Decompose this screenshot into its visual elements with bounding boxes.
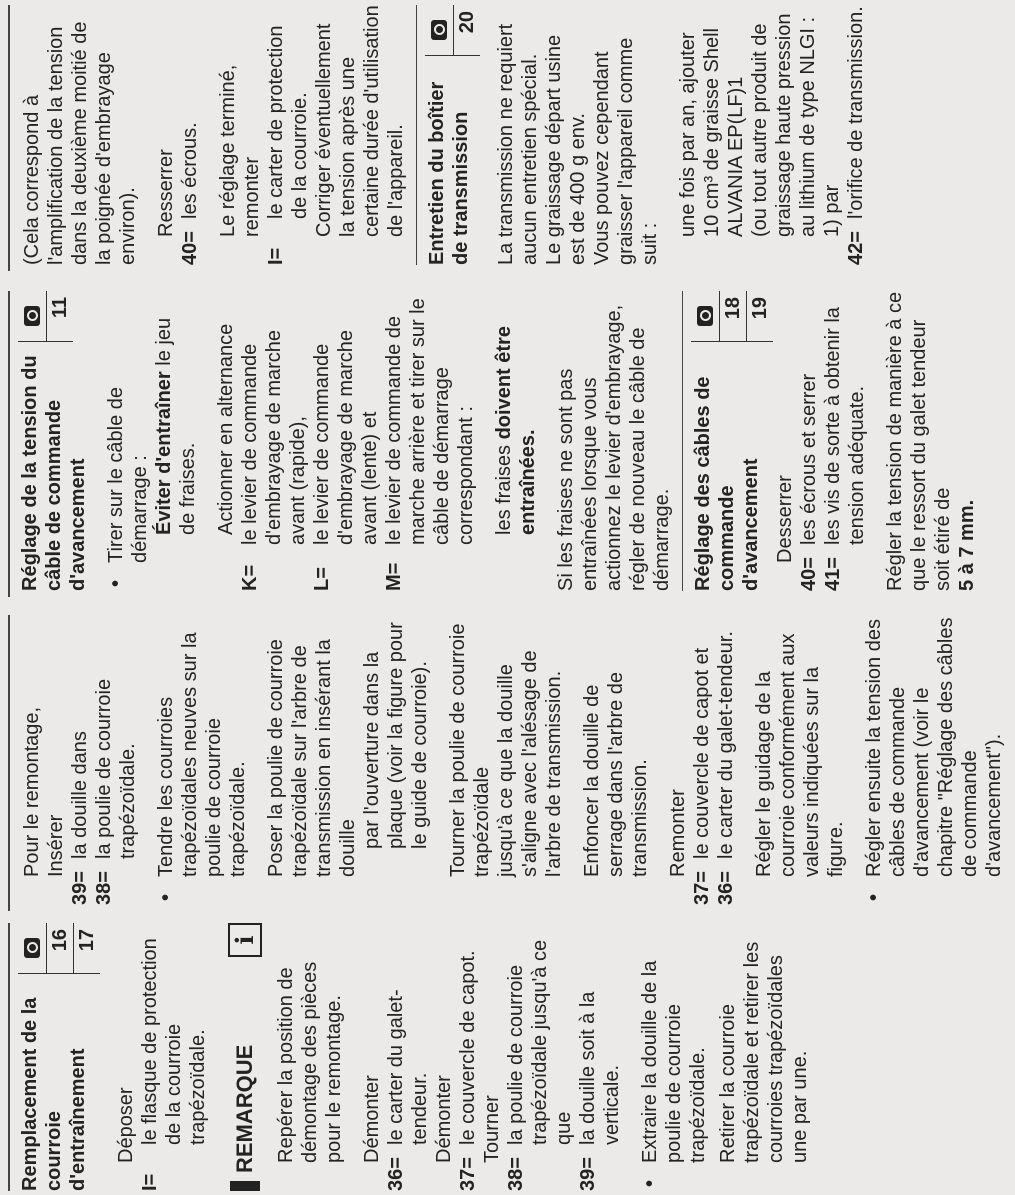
- part-key: 40=: [798, 557, 820, 591]
- camera-icon: [18, 291, 46, 341]
- instruction: Régler le guidage de la courroie conformément aux valeurs indiquées sur la figure.: [753, 633, 847, 877]
- paragraph: Vous pouvez cependant graisser l'appareil comme suit :: [591, 37, 661, 265]
- instruction: Démonter: [433, 1075, 455, 1163]
- instruction: Insérer: [45, 814, 67, 877]
- part-item: [821, 291, 869, 591]
- instruction: Desserrer: [774, 475, 796, 563]
- instruction: Enfoncer la douille de serrage dans l'arbre de transmission.: [581, 671, 651, 877]
- camera-icon: [691, 291, 719, 341]
- part-text: les vis de sorte à obtenir la tension adéquate.: [822, 307, 868, 545]
- part-text: les écrous et serrer: [798, 373, 820, 545]
- warning-text: [152, 291, 200, 591]
- part-item: [456, 923, 480, 1191]
- figure-ref-box: [425, 5, 480, 56]
- top-rule: [8, 923, 10, 1191]
- part-text: le carter du galet-tendeur.: [715, 631, 737, 859]
- section-header-cables: [691, 291, 773, 591]
- bullet-text: Tendre les courroies trapézoïdales neuves sur la poulie de courroie trapézoïdale.: [155, 632, 249, 877]
- instruction: Tourner: [481, 1095, 503, 1163]
- part-text: l'orifice de transmission.: [845, 6, 867, 219]
- part-item: [797, 291, 821, 591]
- part-item: [92, 615, 140, 905]
- paragraph: Le graissage départ usine est de 400 g env.: [543, 34, 589, 265]
- instruction: (ou tout autre produit de graissage haute pression au lithium de type NLGI : 1) par: [749, 13, 843, 237]
- camera-icon: [425, 5, 453, 55]
- bullet-item: [154, 615, 250, 905]
- instruction: Si les fraises ne sont pas entraînées lorsque vous actionnez le levier d'embrayage, régler de nouveau le câble de démarrage.: [555, 304, 673, 591]
- part-item: [264, 5, 312, 265]
- part-key: 38=: [93, 871, 115, 905]
- paragraph: La transmission ne requiert aucun entretien spécial.: [495, 23, 541, 265]
- figure-ref: 19: [746, 291, 773, 341]
- part-key: 39=: [577, 1157, 599, 1191]
- measurement-value: 5 à 7 mm.: [956, 499, 978, 591]
- section-title: Réglage des câbles de commande d'avancement: [692, 376, 762, 591]
- bullet: •: [105, 579, 127, 587]
- top-rule: [8, 291, 10, 597]
- part-item: [384, 923, 432, 1191]
- top-rule: [8, 615, 10, 911]
- part-text: la poulie de courroie trapézoïdale.: [93, 678, 139, 859]
- result-bold: doivent être entraînées.: [493, 326, 539, 535]
- column-3: [8, 291, 1008, 591]
- bullet: •: [155, 893, 177, 901]
- figure-ref: 20: [453, 5, 480, 55]
- camera-icon: [18, 923, 46, 973]
- figure-ref-box: [691, 291, 773, 342]
- bullet-text: Régler ensuite la tension des câbles de commande d'avancement (voir le chapitre "Réglage des câbles de commande d'avancement").: [863, 617, 1005, 877]
- part-item: [138, 923, 210, 1191]
- result-lead: les fraises: [493, 439, 515, 535]
- figure-ref-box: [18, 923, 100, 974]
- divider: [416, 5, 417, 265]
- part-text: le couvercle de capot.: [457, 950, 479, 1145]
- part-item: [690, 615, 714, 905]
- part-text: le flasque de protection de la courroie trapézoïdale.: [139, 938, 209, 1145]
- instruction: Déposer: [115, 1087, 137, 1163]
- result-text: [492, 291, 540, 591]
- part-text: le carter du galet-tendeur.: [385, 989, 431, 1145]
- part-key: M=: [383, 562, 405, 591]
- instruction: une fois par an, ajouter 10 cm³ de graisse Shell ALVANIA EP(LF)1: [677, 28, 747, 237]
- column-1: [8, 923, 1008, 1191]
- part-text: la poulie de courroie trapézoïdale jusqu'à ce que: [505, 939, 575, 1145]
- part-key: 37=: [691, 871, 713, 905]
- section-title: Réglage de la tension du câble de commande d'avancement: [19, 355, 89, 591]
- instruction: Poser la poulie de courroie trapézoïdale sur l'arbre de transmission en insérant la douille: [265, 639, 359, 877]
- instruction: jusqu'à ce que la douille s'aligne avec l'alésage de l'arbre de transmission.: [495, 650, 565, 877]
- measurement: [955, 291, 979, 591]
- part-item: [178, 5, 202, 265]
- part-item: [310, 291, 382, 591]
- section-header-tension: [18, 291, 90, 591]
- part-key: 37=: [457, 1157, 479, 1191]
- part-key: 38=: [505, 1157, 527, 1191]
- part-key: 36=: [385, 1157, 407, 1191]
- part-item: [576, 923, 624, 1191]
- figure-ref: 11: [46, 291, 73, 341]
- bullet: •: [639, 1179, 661, 1187]
- top-rule: [8, 5, 10, 271]
- part-key: 41=: [822, 557, 844, 591]
- info-icon: i: [228, 923, 262, 957]
- instruction: Retirer la courroie trapézoïdale et retirer les courroies trapézoïdales une par une.: [717, 941, 811, 1163]
- remarque-header: [228, 923, 262, 1191]
- note-text: (Cela correspond à l'amplification de la tension dans la deuxième moitié de la poignée d'embrayage environ).: [21, 21, 139, 265]
- figure-ref: 16: [46, 923, 73, 973]
- instruction: par l'ouverture dans la plaque (voir la figure pour le guide de courroie).: [361, 622, 431, 849]
- instruction: Tourner la poulie de courroie trapézoïdale: [447, 623, 493, 877]
- part-text: le levier de commande d'embrayage de marche avant (lente) et: [311, 329, 381, 545]
- part-text: la douille dans: [69, 731, 91, 859]
- part-key: I=: [139, 1173, 161, 1191]
- remarque-bar: [230, 1181, 260, 1191]
- section-title: Remplacement de la courroie d'entraînement: [19, 997, 89, 1191]
- part-item: [504, 923, 576, 1191]
- part-text: le levier de commande de marche arrière et tirer sur le câble de démarrage correspondant :: [383, 298, 477, 545]
- part-key: 39=: [69, 871, 91, 905]
- part-item: [382, 291, 478, 591]
- part-text: le carter de protection de la courroie.: [265, 25, 311, 219]
- section-header-courroie: [18, 923, 100, 1191]
- part-item: [844, 5, 868, 265]
- part-text: les écrous.: [179, 122, 201, 219]
- warning-bold: Éviter d'entraîner: [153, 371, 175, 535]
- bullet-item: [638, 923, 710, 1191]
- instruction: Démonter: [361, 1075, 383, 1163]
- part-text: le couvercle de capot et: [691, 647, 713, 859]
- column-4: [8, 5, 1008, 265]
- part-key: 36=: [715, 871, 737, 905]
- bullet-item: [862, 615, 1006, 905]
- remarque-title: REMARQUE: [232, 1044, 257, 1173]
- column-2: [8, 615, 1008, 905]
- part-text: le levier de commande d'embrayage de marche avant (rapide),: [239, 329, 309, 545]
- section-header-entretien: [425, 5, 480, 265]
- part-item: [714, 615, 738, 905]
- part-text: la douille soit à la verticale.: [577, 991, 623, 1145]
- warning-rest: le jeu de fraises.: [153, 317, 199, 535]
- instruction: Pour le remontage,: [21, 706, 43, 877]
- figure-ref: 17: [73, 923, 100, 973]
- remarque-text: Repérer la position de démontage des pièces pour le remontage.: [275, 961, 345, 1163]
- part-key: 42=: [845, 231, 867, 265]
- instruction: Le réglage terminé, remonter: [217, 64, 263, 237]
- instruction: Corriger éventuellement la tension après une certaine durée d'utilisation de l'appareil.: [313, 5, 407, 237]
- bullet-item: [104, 291, 152, 591]
- bullet-text: Tirer sur le câble de démarrage :: [105, 387, 151, 563]
- figure-ref: 18: [719, 291, 746, 341]
- part-item: [68, 615, 92, 905]
- bullet: •: [863, 893, 885, 901]
- instruction: Resserrer: [155, 149, 177, 237]
- part-key: 40=: [179, 231, 201, 265]
- section-title: Entretien du boîtier de transmission: [426, 81, 472, 265]
- part-item: [238, 291, 310, 591]
- part-key: I=: [265, 247, 287, 265]
- divider: [682, 291, 683, 591]
- figure-ref-box: [18, 291, 73, 342]
- bullet-text: Extraire la douille de la poulie de courroie trapézoïdale.: [639, 960, 709, 1163]
- part-key: L=: [311, 567, 333, 591]
- part-key: K=: [239, 564, 261, 591]
- instruction: Actionner en alternance: [215, 323, 237, 535]
- instruction: Remonter: [667, 789, 689, 877]
- instruction: Régler la tension de manière à ce que le ressort du galet tendeur soit étiré de: [884, 291, 954, 591]
